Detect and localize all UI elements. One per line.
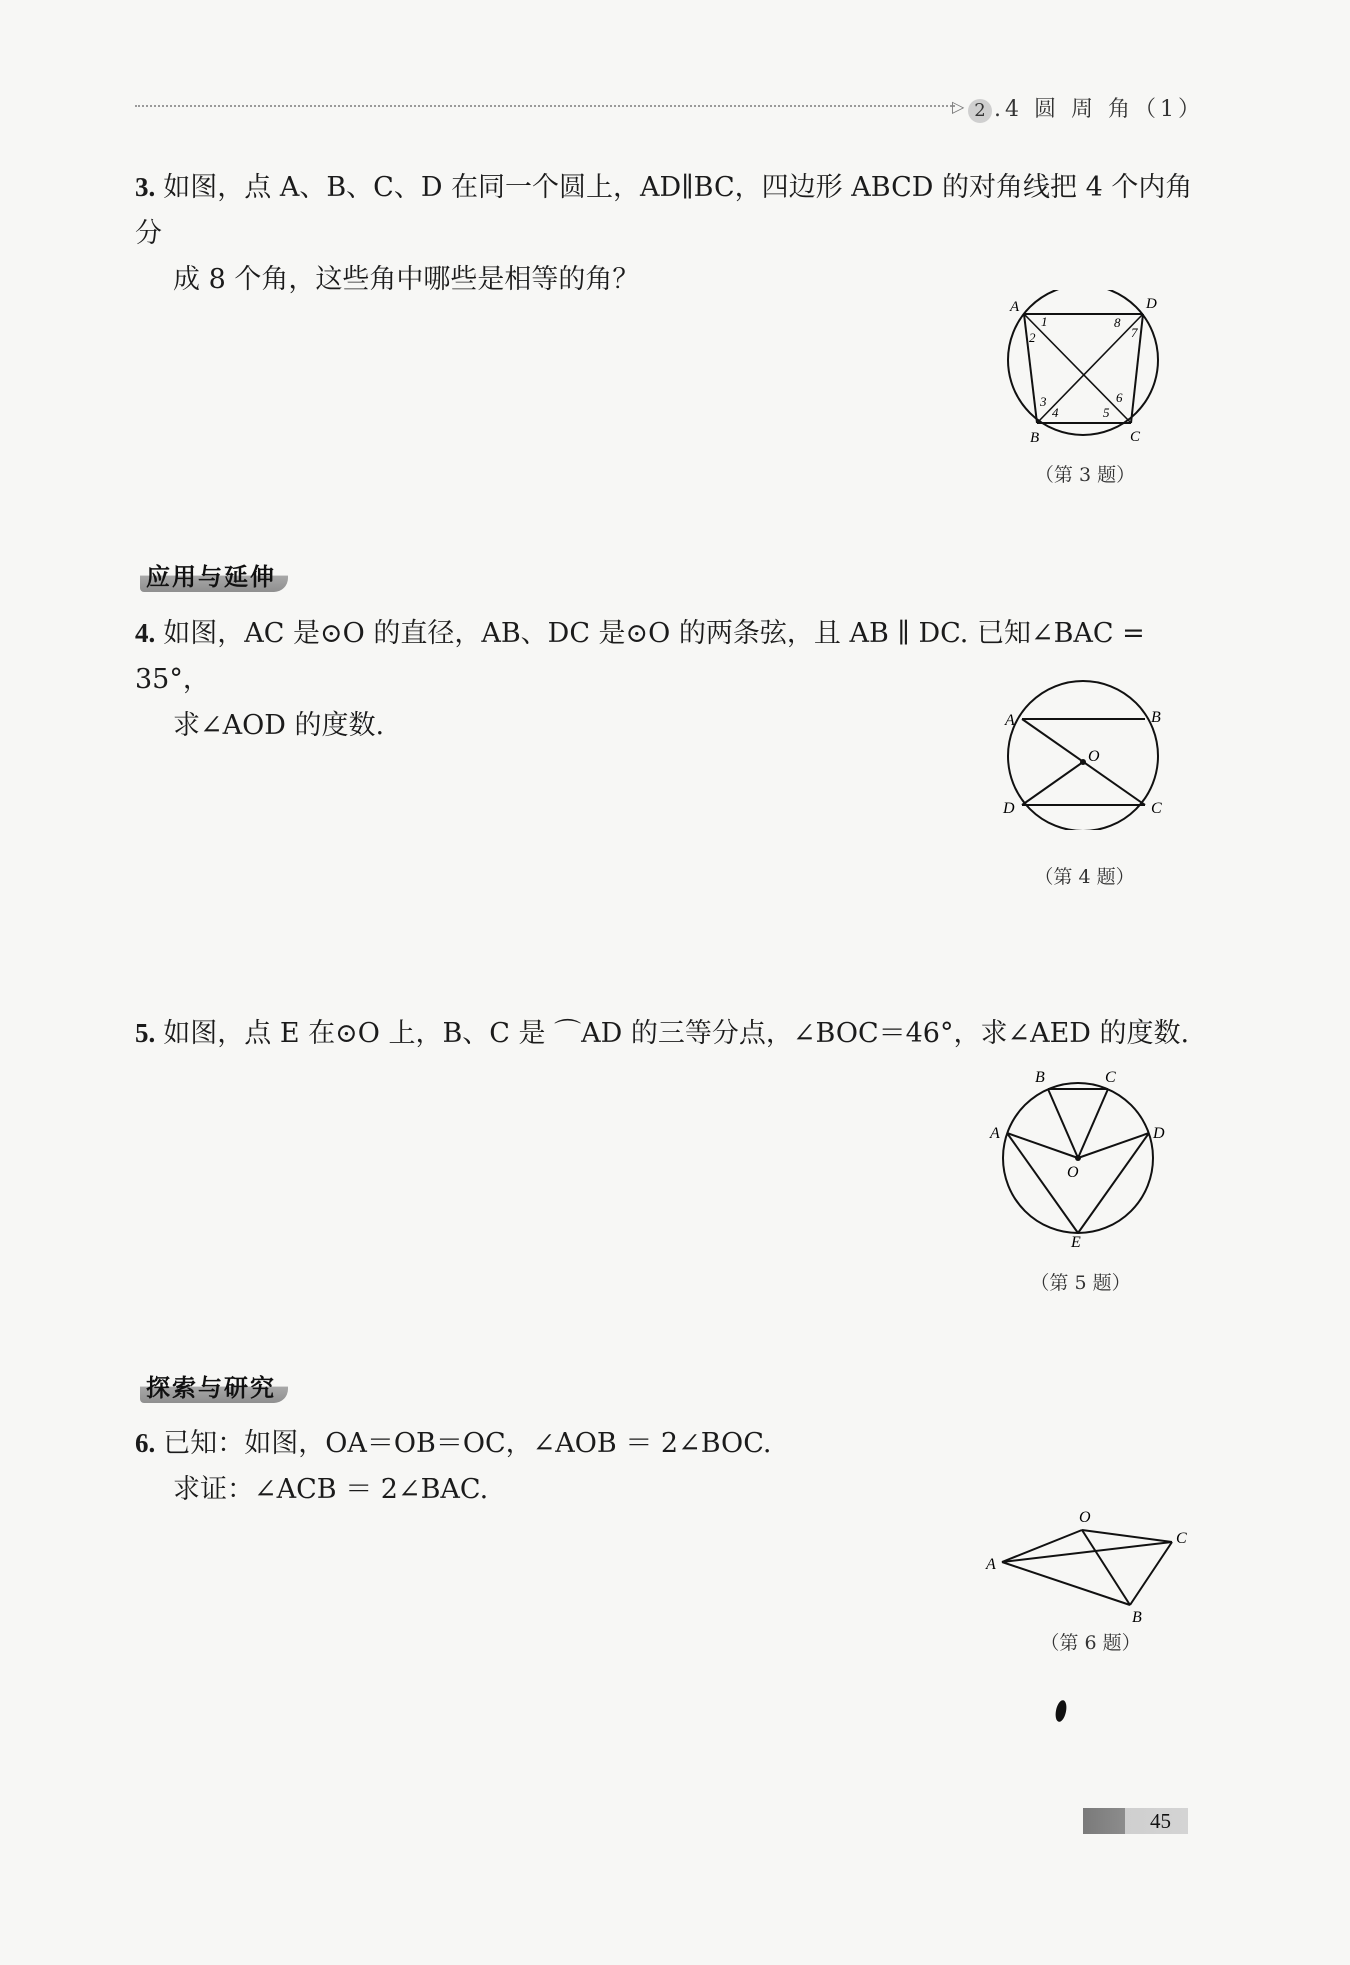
label-a: A: [1010, 299, 1020, 315]
label-b: B: [1151, 709, 1161, 726]
radius-oc: [1078, 1089, 1108, 1158]
problem-text-line1: 如图，点 A、B、C、D 在同一个圆上，AD∥BC，四边形 ABCD 的对角线把 4 个内角分: [135, 172, 1193, 249]
segment-ab: [1002, 1562, 1130, 1605]
section-number-badge: 2: [968, 99, 992, 123]
figure-3-cyclic-trapezoid: [1000, 290, 1180, 450]
problem-number: 5.: [135, 1018, 156, 1048]
page-number-box: [1083, 1808, 1188, 1834]
problem-3: [135, 164, 1195, 303]
figure-5-trisected-arc: [985, 1065, 1175, 1250]
label-b: B: [1030, 430, 1040, 446]
angle-label-1: 1: [1041, 314, 1048, 329]
problem-6: [135, 1420, 1195, 1513]
segment-ob: [1082, 1530, 1130, 1605]
circle: [1008, 681, 1158, 830]
problem-number: 4.: [135, 618, 156, 648]
figure-4-caption: （第 4 题）: [1034, 866, 1135, 888]
label-d: D: [1146, 296, 1157, 312]
figure-6-triangle: [980, 1505, 1195, 1625]
figure-6-caption: （第 6 题）: [1040, 1632, 1141, 1654]
problem-text-line1: 如图，AC 是⊙O 的直径，AB、DC 是⊙O 的两条弦，且 AB ∥ DC. 已知∠BAC = 35°，: [135, 618, 1145, 695]
ink-mark: [1054, 1699, 1068, 1723]
running-header: [968, 92, 1204, 123]
segment-cb: [1130, 1542, 1172, 1605]
label-b: B: [1035, 1069, 1045, 1086]
chapter-title: 圆 周 角（1）: [1034, 97, 1204, 122]
angle-label-5: 5: [1103, 405, 1110, 420]
label-c: C: [1105, 1069, 1116, 1086]
problem-text-line1: 如图，点 E 在⊙O 上，B、C 是 ⌒AD 的三等分点，∠BOC＝46°，求∠AED 的度数.: [163, 1018, 1190, 1049]
label-o: O: [1079, 1509, 1091, 1526]
angle-label-7: 7: [1131, 325, 1138, 340]
angle-label-2: 2: [1029, 330, 1036, 345]
label-a: A: [986, 1556, 996, 1573]
label-d: D: [1153, 1125, 1165, 1142]
problem-number: 3.: [135, 172, 156, 202]
angle-label-4: 4: [1052, 405, 1059, 420]
segment-oc: [1082, 1530, 1172, 1542]
chord-de: [1078, 1133, 1149, 1233]
section-heading-explore: 探索与研究: [140, 1373, 288, 1403]
label-c: C: [1151, 800, 1162, 817]
center-point: [1075, 1155, 1081, 1161]
figure-5-caption: （第 5 题）: [1030, 1272, 1131, 1294]
figure-4-diameter-chords: [995, 680, 1180, 830]
label-e: E: [1071, 1234, 1081, 1250]
problem-5: [135, 1010, 1195, 1057]
label-c: C: [1176, 1530, 1187, 1547]
radius-od: [1022, 762, 1083, 805]
header-dotted-rule: [135, 105, 955, 107]
angle-label-3: 3: [1040, 394, 1047, 409]
problem-text-line1: 已知：如图，OA＝OB＝OC，∠AOB ＝ 2∠BOC.: [163, 1428, 772, 1459]
header-arrow-icon: ▷: [952, 97, 965, 116]
label-d: D: [1003, 800, 1015, 817]
label-c: C: [1130, 429, 1141, 445]
radius-od: [1078, 1133, 1149, 1158]
problem-text-line2: 求证：∠ACB ＝ 2∠BAC.: [173, 1474, 489, 1505]
problem-number: 6.: [135, 1428, 156, 1458]
section-number-rest: .4: [994, 97, 1023, 122]
angle-label-6: 6: [1116, 390, 1123, 405]
label-b: B: [1132, 1609, 1142, 1625]
problem-text-line2: 成 8 个角，这些角中哪些是相等的角？: [173, 264, 640, 295]
radius-ob: [1048, 1089, 1078, 1158]
label-o: O: [1067, 1164, 1079, 1181]
center-point: [1080, 759, 1086, 765]
angle-label-8: 8: [1114, 315, 1121, 330]
radius-oa: [1007, 1133, 1078, 1158]
chord-ae: [1007, 1133, 1078, 1233]
label-a: A: [1005, 712, 1015, 729]
page-number: 45: [1150, 1809, 1171, 1833]
label-o: O: [1088, 748, 1100, 765]
section-heading-apply: 应用与延伸: [140, 562, 288, 592]
problem-text-line2: 求∠AOD 的度数.: [173, 710, 385, 741]
figure-3-caption: （第 3 题）: [1034, 464, 1136, 486]
label-a: A: [990, 1125, 1000, 1142]
